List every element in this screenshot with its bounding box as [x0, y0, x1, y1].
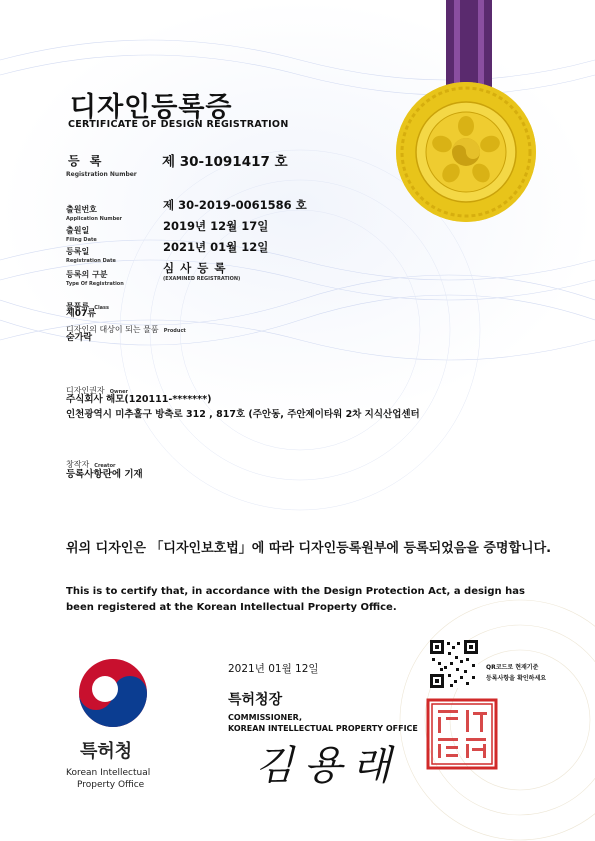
- gold-medal: [396, 82, 536, 222]
- registration-label-en: Registration Number: [66, 171, 137, 178]
- creator-label: 창작자 Creator: [66, 460, 116, 469]
- kipo-logo-en-1: Korean Intellectual: [66, 768, 151, 778]
- registration-type: 심 사 등 록 (EXAMINED REGISTRATION): [163, 261, 241, 282]
- commissioner-signature: 김용래: [255, 743, 401, 789]
- field-application-number-label: 출원번호 Application Number: [66, 205, 123, 222]
- class-value: 제07류: [66, 309, 96, 319]
- filing-date: 2019년 12월 17일: [163, 219, 269, 233]
- certification-statement-en: This is to certify that, in accordance with the Design Protection Act, a design has been registered at the Korean Intellectual Property Office.: [66, 586, 525, 613]
- certification-statement-ko: 위의 디자인은 「디자인보호법」에 따라 디자인등록원부에 등록되었음을 증명합니다.: [66, 541, 552, 556]
- kipo-logo: [79, 659, 147, 727]
- application-number: 제 30-2019-0061586 호: [163, 198, 307, 212]
- issue-date: 2021년 01월 12일: [228, 663, 319, 675]
- field-filing-date-label: 출원일 Filing Date: [66, 226, 97, 243]
- commissioner-title-ko: 특허청장: [228, 692, 283, 708]
- commissioner-title-en-1: COMMISSIONER,: [228, 713, 303, 722]
- registration-label: 등 록: [68, 154, 105, 168]
- qr-code: [430, 640, 478, 688]
- qr-note-2: 등록사항을 확인하세요: [486, 675, 547, 682]
- field-registration-date-label: 등록일 Registration Date: [66, 247, 116, 264]
- document-title: 디자인등록증: [70, 92, 233, 123]
- kipo-logo-ko: 특허청: [80, 741, 133, 762]
- kipo-logo-en-2: Property Office: [77, 780, 145, 790]
- article-label: 디자인의 대상이 되는 물품 Product: [66, 325, 186, 334]
- owner-label: 디자인권자 Owner: [66, 386, 129, 395]
- commissioner-title-en-2: KOREAN INTELLECTUAL PROPERTY OFFICE: [228, 724, 418, 733]
- registration-number: 제 30-1091417 호: [162, 154, 288, 170]
- qr-note-1: QR코드로 현재기준: [486, 664, 539, 671]
- article-value: 숟가락: [66, 333, 93, 343]
- class-label: 물품류 Class: [66, 302, 109, 311]
- owner-name: 주식회사 해모(120111-*******): [66, 394, 212, 405]
- registration-date: 2021년 01월 12일: [163, 240, 269, 254]
- field-registration-type-label: 등록의 구분 Type Of Registration: [66, 270, 124, 287]
- document-subtitle: CERTIFICATE OF DESIGN REGISTRATION: [68, 119, 289, 130]
- owner-address: 인천광역시 미추홀구 방축로 312 , 817호 (주안동, 주안제이타워 2차 지식산업센터: [66, 409, 420, 420]
- creator-value: 등록사항란에 기재: [66, 469, 143, 480]
